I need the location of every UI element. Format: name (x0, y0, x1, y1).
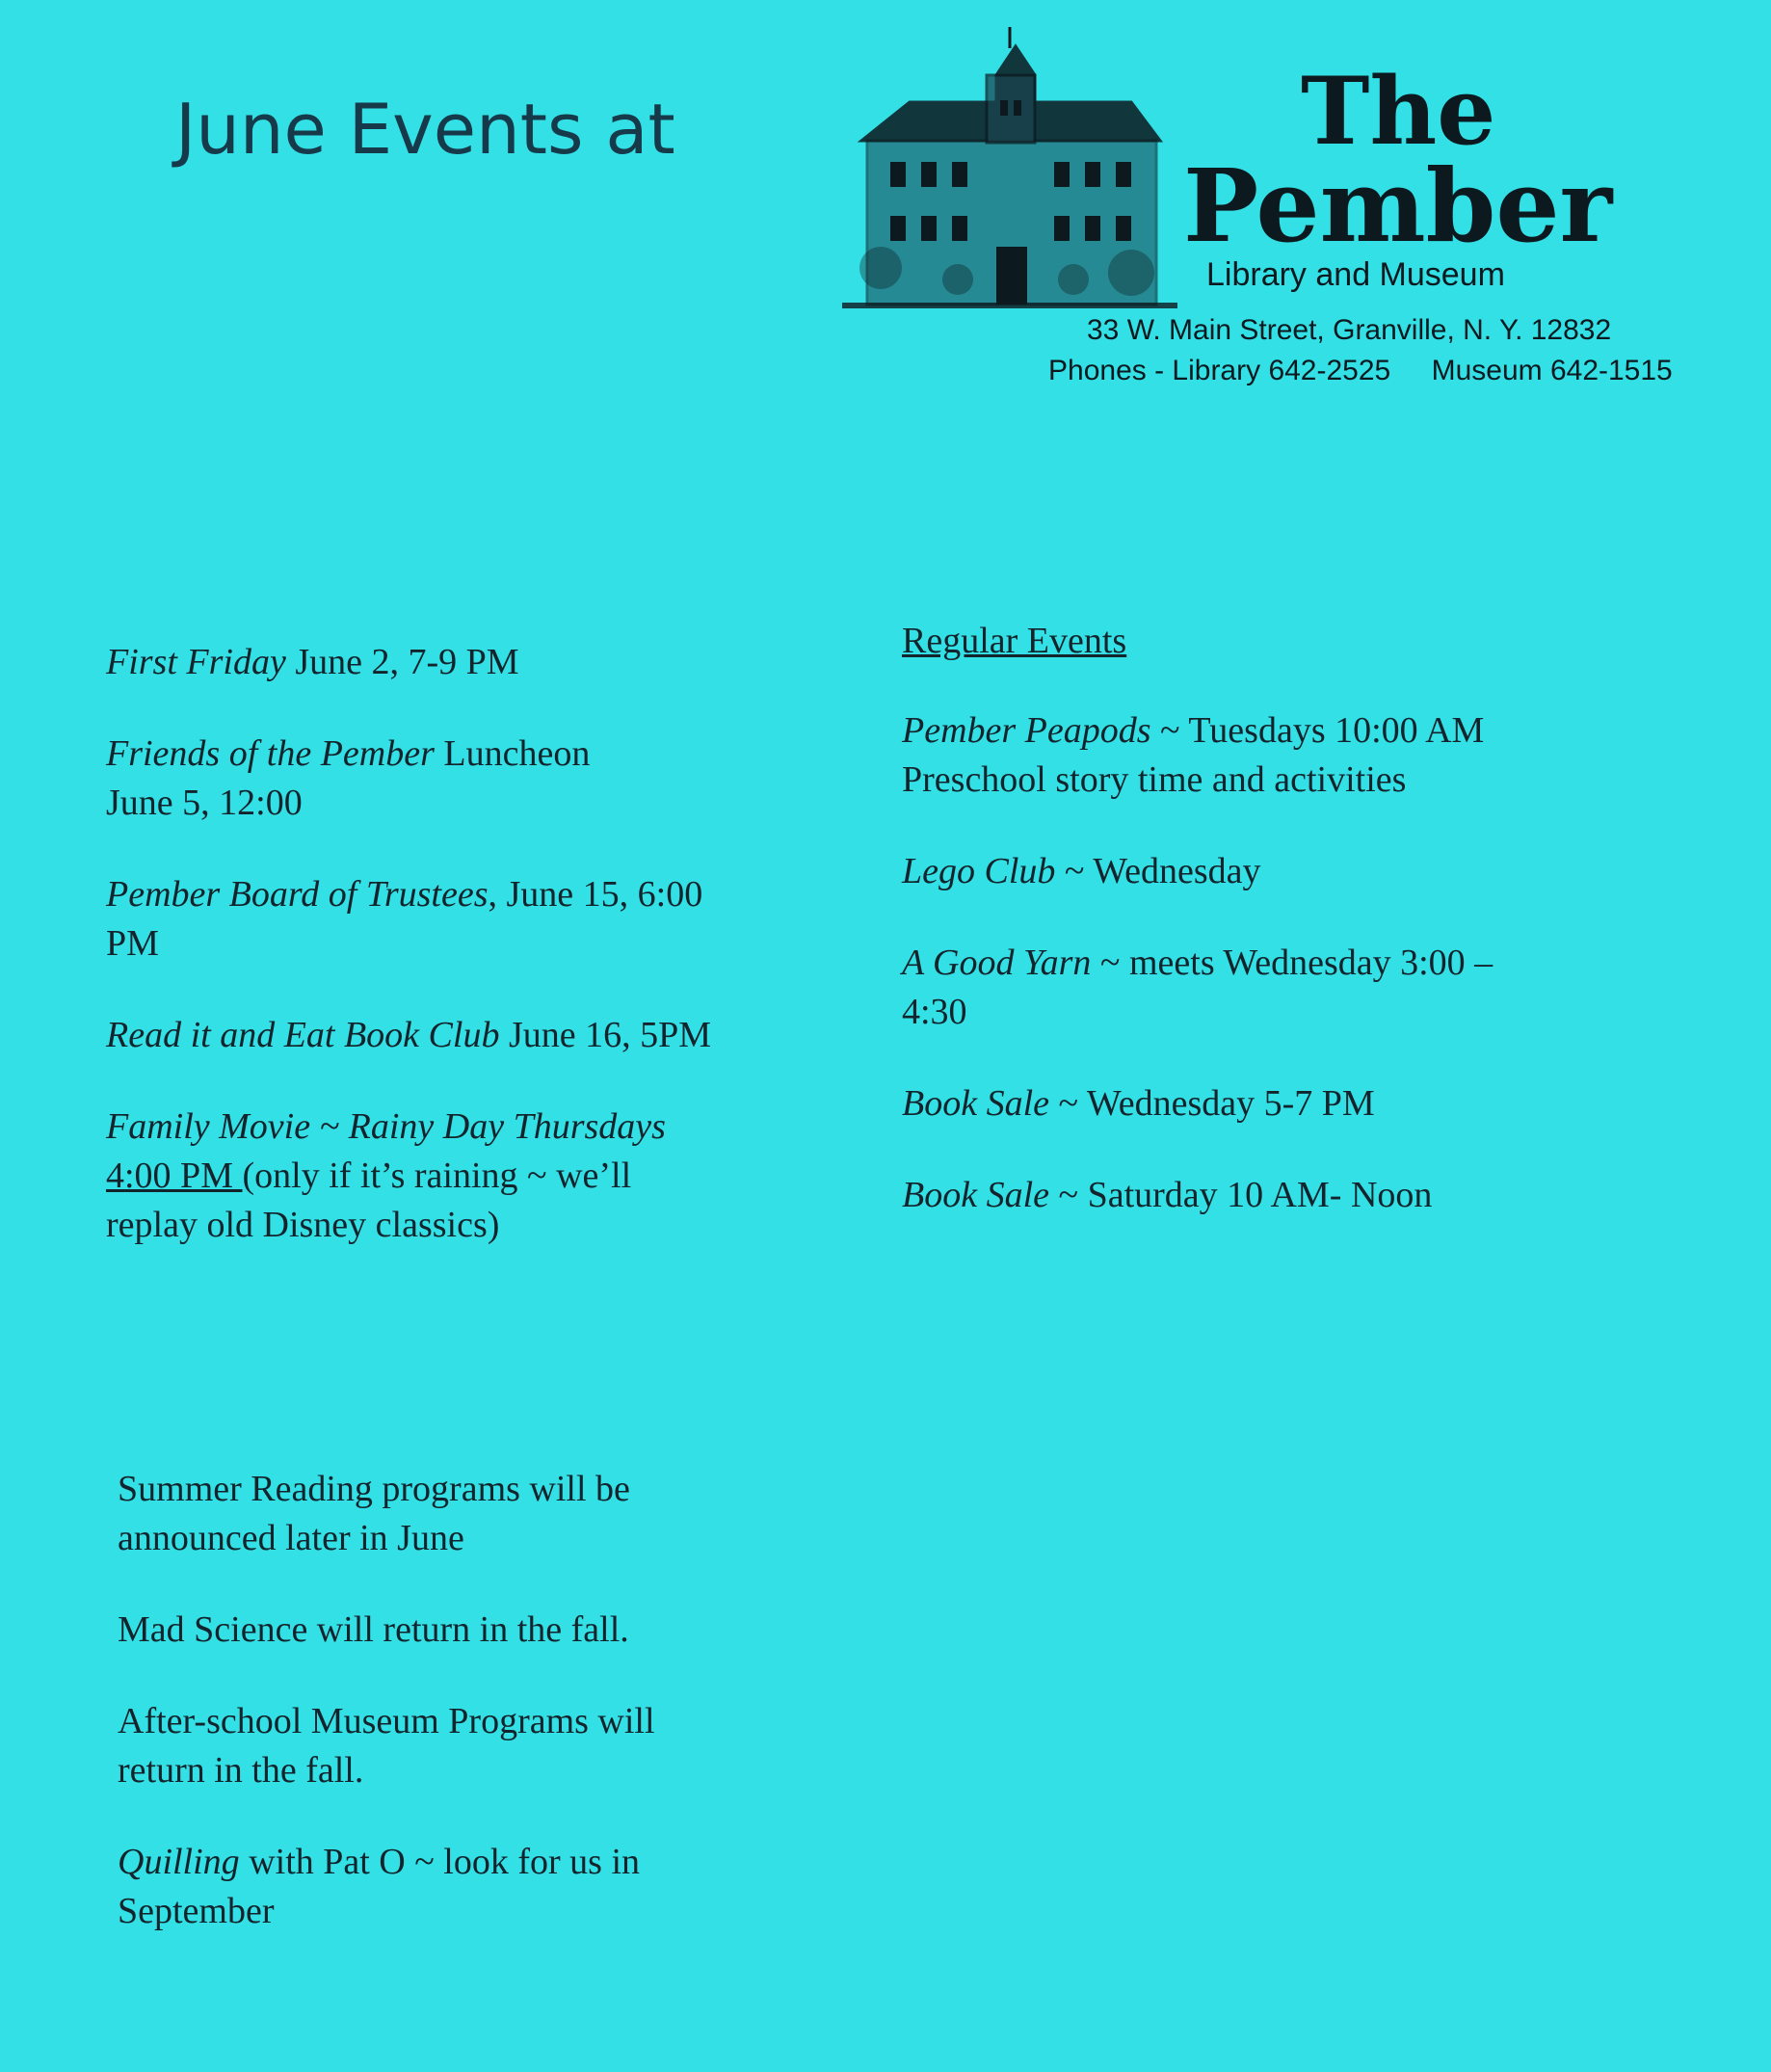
event-name: Read it and Eat Book Club (106, 1015, 500, 1055)
regular-event-item (902, 706, 1634, 805)
announcement-line1: with Pat O ~ look for us in (239, 1842, 641, 1882)
event-detail-line2: replay old Disney classics) (106, 1205, 500, 1245)
regular-events-heading: Regular Events (902, 621, 1127, 661)
page-title: June Events at (175, 89, 675, 170)
event-detail: June 16, 5PM (499, 1015, 712, 1055)
event-name: Friends of the Pember (106, 733, 435, 774)
event-detail: ~ Wednesday 5-7 PM (1049, 1083, 1375, 1124)
announcement-line2: September (118, 1891, 275, 1931)
event-item (106, 730, 809, 828)
june-events-list (106, 638, 809, 1250)
regular-event-item (902, 1079, 1634, 1129)
event-detail-line2: Preschool story time and activities (902, 759, 1407, 800)
event-item (106, 1011, 809, 1060)
event-time: 4:00 PM (106, 1156, 243, 1196)
event-detail: ~ meets Wednesday 3:00 – (1091, 943, 1493, 983)
event-detail: ~ Tuesdays 10:00 AM (1150, 710, 1485, 751)
event-name: Book Sale (902, 1083, 1050, 1124)
address-line: 33 W. Main Street, Granville, N. Y. 12832 (1087, 314, 1612, 346)
event-name: Lego Club (902, 851, 1056, 891)
announcement-item (118, 1838, 753, 1936)
event-detail: Luncheon (434, 733, 591, 774)
event-detail: June 2, 7-9 PM (285, 642, 519, 682)
event-detail: (only if it’s raining ~ we’ll (242, 1156, 632, 1196)
event-detail: ~ Wednesday (1055, 851, 1261, 891)
announcements-list (118, 1465, 753, 1936)
event-detail: , June 15, 6:00 (488, 874, 703, 915)
event-item (106, 638, 809, 687)
announcement-item (118, 1465, 753, 1563)
announcement-line1: After-school Museum Programs will (118, 1701, 655, 1741)
library-building-logo (842, 27, 1177, 324)
logo-pember-text: Pember (1183, 146, 1613, 265)
event-detail-line2: 4:30 (902, 992, 967, 1032)
phone-line (1048, 355, 1673, 387)
event-item (106, 870, 809, 969)
regular-event-item (902, 847, 1634, 896)
announcement-line1: Mad Science will return in the fall. (118, 1609, 629, 1650)
library-phone: Phones - Library 642-2525 (1048, 355, 1391, 386)
logo-the-text: The (1301, 57, 1496, 166)
announcement-line2: return in the fall. (118, 1750, 364, 1791)
event-name: First Friday (106, 642, 286, 682)
announcement-line2: announced later in June (118, 1518, 464, 1558)
regular-event-item (902, 1171, 1634, 1220)
museum-phone: Museum 642-1515 (1431, 355, 1673, 386)
event-detail-line2: PM (106, 923, 159, 964)
event-detail: ~ Saturday 10 AM- Noon (1049, 1175, 1433, 1215)
logo-subtitle: Library and Museum (1206, 256, 1505, 293)
event-name: Book Sale (902, 1175, 1050, 1215)
event-name: Family Movie ~ Rainy Day Thursdays (106, 1106, 666, 1147)
announcement-name: Quilling (118, 1842, 240, 1882)
event-detail-line2: June 5, 12:00 (106, 783, 303, 823)
regular-event-item (902, 939, 1634, 1037)
announcement-line1: Summer Reading programs will be (118, 1469, 630, 1509)
event-name: Pember Board of Trustees (106, 874, 489, 915)
event-name: Pember Peapods (902, 710, 1151, 751)
event-item (106, 1102, 809, 1250)
event-name: A Good Yarn (902, 943, 1092, 983)
announcement-item (118, 1606, 753, 1655)
regular-events-list (902, 617, 1634, 1220)
announcement-item (118, 1697, 753, 1795)
